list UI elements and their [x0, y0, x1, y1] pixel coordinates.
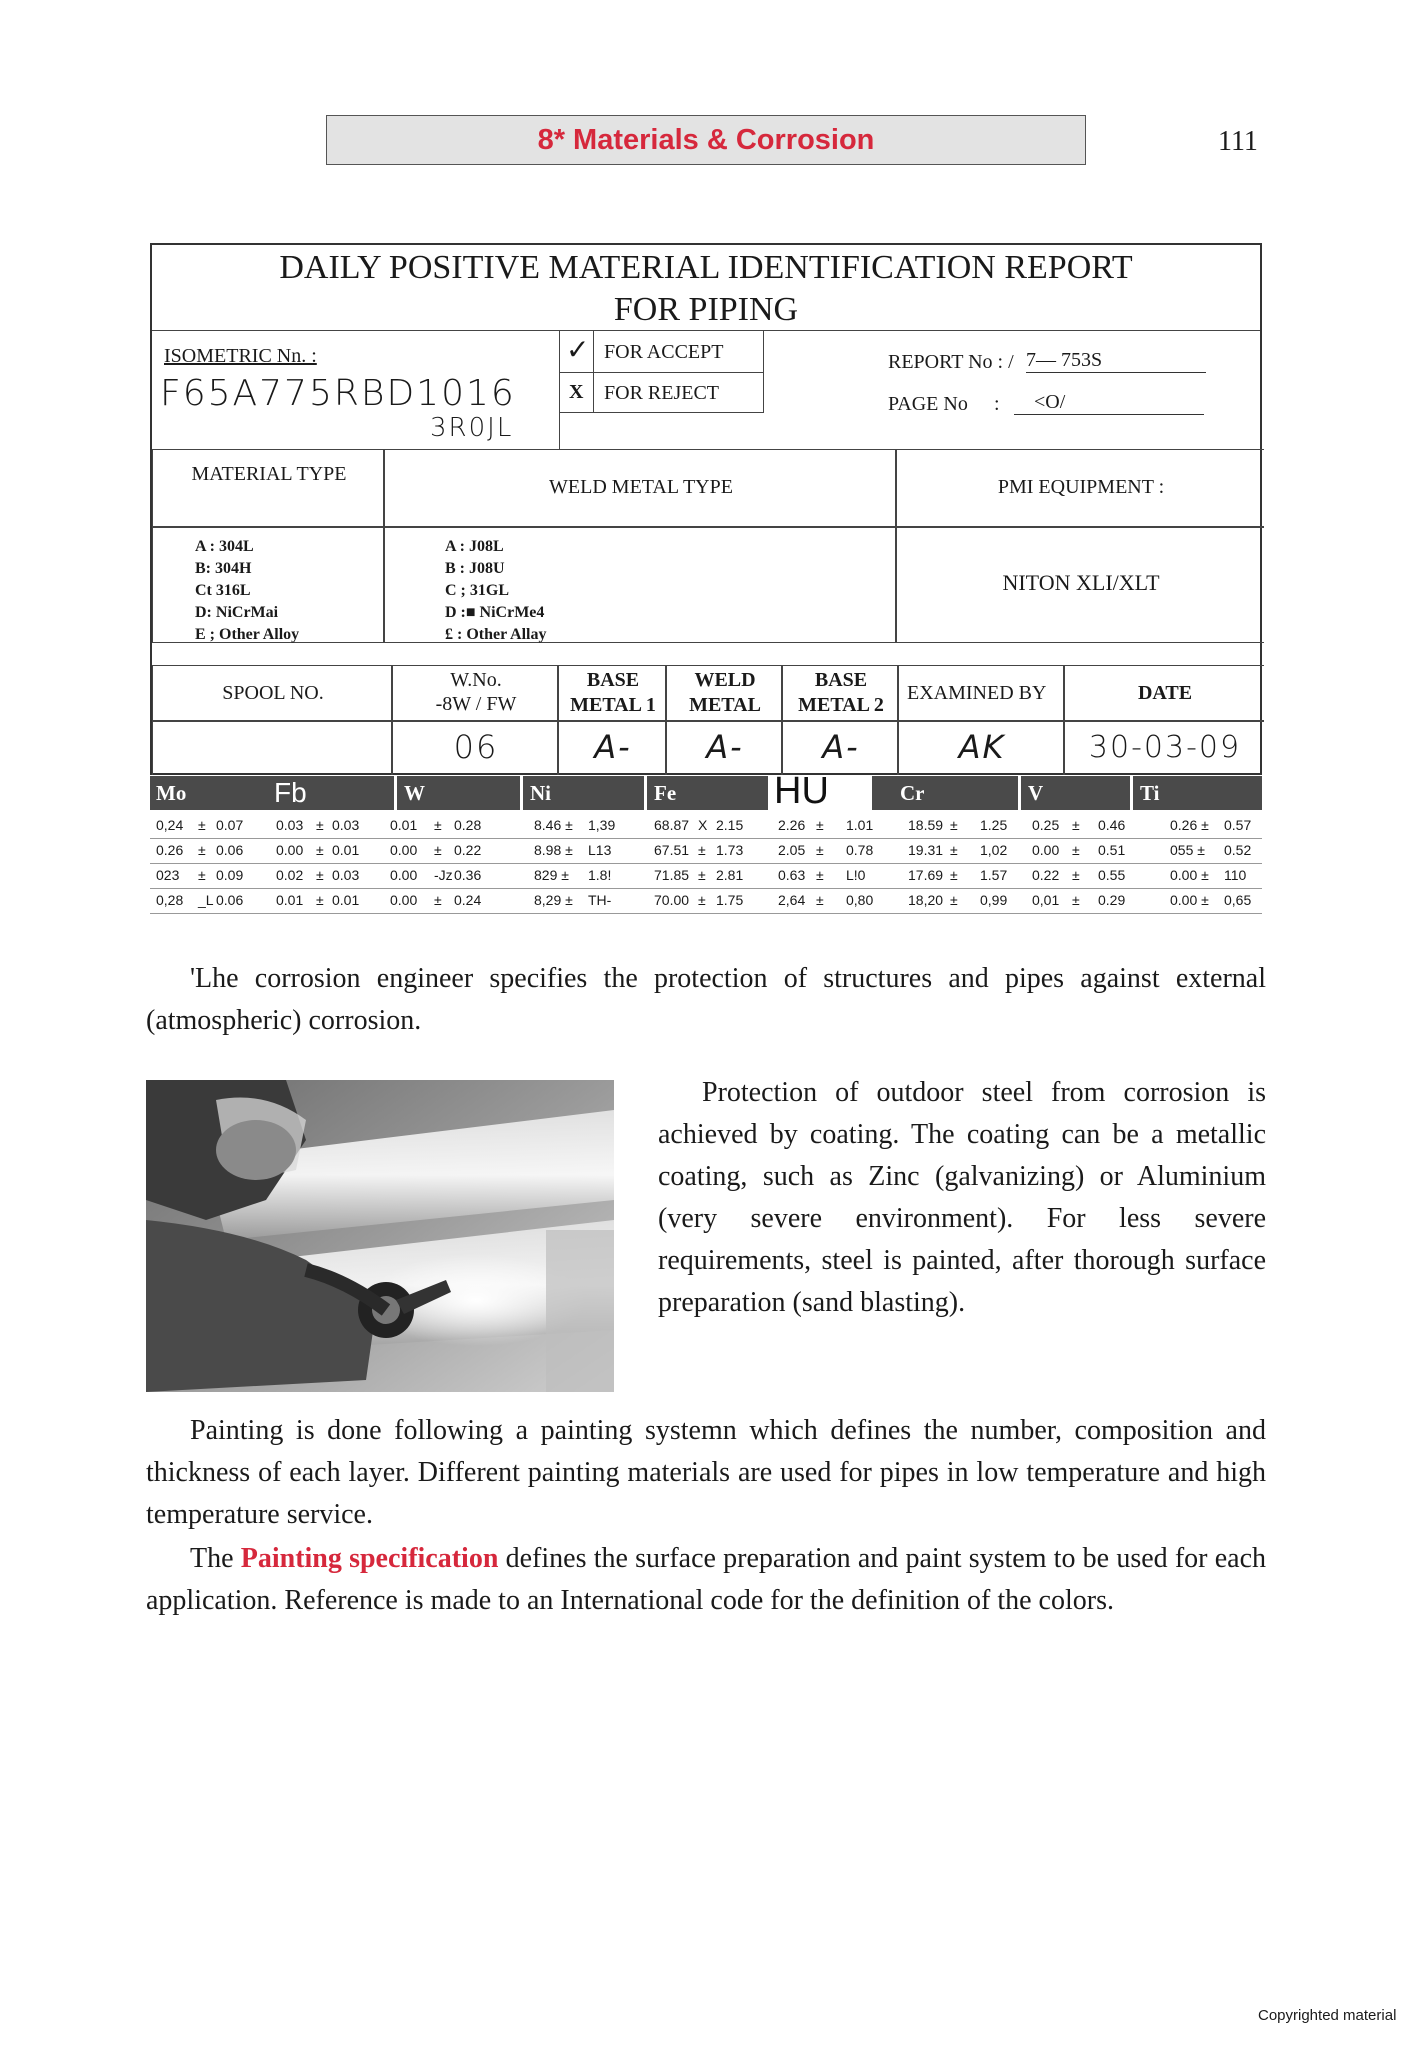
composition-value: 0.02	[276, 867, 304, 883]
spool-no-cell	[152, 721, 392, 775]
weld-metal-label-2: METAL	[689, 694, 761, 716]
material-type-item: A : 304L	[195, 538, 254, 555]
composition-value: _L	[198, 892, 214, 908]
composition-value: 67.51	[654, 842, 690, 858]
composition-value: 18.59	[908, 817, 944, 833]
element-header-bar	[150, 770, 1262, 812]
composition-value: 0,99	[980, 892, 1008, 908]
date-header	[1064, 665, 1264, 721]
composition-value: ±	[198, 817, 206, 833]
page-no-label: PAGE No	[888, 393, 968, 415]
material-type-item: Ct 316L	[195, 582, 251, 599]
composition-value: 18,20	[908, 892, 944, 908]
weld-metal-value: A-	[706, 728, 744, 766]
weld-type-item: £ : Other Allay	[445, 626, 547, 643]
composition-value: 0.07	[216, 817, 244, 833]
base-metal2-label: BASE	[814, 669, 868, 691]
element-header-fb: Fb	[274, 777, 307, 808]
composition-value: TH-	[588, 892, 612, 908]
base-metal1-label: BASE	[586, 669, 640, 691]
composition-value: 0.06	[216, 892, 244, 908]
composition-value: 829 ±	[534, 867, 569, 883]
composition-value: 0.03	[332, 867, 360, 883]
composition-value: ±	[316, 867, 324, 883]
date-value: 30-03-09	[1088, 730, 1242, 765]
paragraph-text: Protection of outdoor steel from corrosion is achieved by coating. The coating can be a metallic coating, such as Zinc (galvanizing) or Aluminium (very severe environment). For less severe requirements, steel is painted, after thorough surface preparation (sand blasting).	[658, 1077, 1266, 1318]
composition-value: 0.55	[1098, 867, 1126, 883]
report-title: DAILY POSITIVE MATERIAL IDENTIFICATION REPORT	[279, 249, 1133, 286]
base-metal2-header	[782, 665, 898, 721]
composition-value: 0.00	[1032, 842, 1060, 858]
header-separator	[644, 776, 647, 810]
element-header-w: W	[404, 781, 425, 805]
composition-row	[150, 887, 1262, 914]
element-header-ti: Ti	[1140, 781, 1160, 805]
report-subtitle: FOR PIPING	[613, 291, 799, 328]
composition-value: 0,80	[846, 892, 874, 908]
report-no-value: 7— 753S	[1026, 349, 1206, 373]
composition-value: 0.25	[1032, 817, 1060, 833]
composition-value: 0.63	[778, 867, 806, 883]
composition-value: 0.01	[332, 892, 360, 908]
paragraph-text: Painting is done following a painting systemn which defines the number, composition and thickness of each layer. Different painting materials are used for pipes in low temperature and high temperature service.	[146, 1415, 1266, 1530]
composition-value: 2.15	[716, 817, 744, 833]
composition-value: ±	[816, 892, 824, 908]
chapter-title: 8* Materials & Corrosion	[537, 123, 875, 156]
composition-value: 8.98 ±	[534, 842, 573, 858]
composition-value: 0,24	[156, 817, 184, 833]
pmi-equipment-value: NITON XLI/XLT	[1002, 570, 1160, 595]
painting-photo	[146, 1080, 614, 1392]
paragraph-coating	[658, 1072, 1266, 1324]
isometric-block	[152, 331, 560, 449]
element-composition-strip	[150, 770, 1262, 910]
composition-value: 0.00 ±	[1170, 892, 1209, 908]
composition-value: 1.73	[716, 842, 744, 858]
wno-cell	[392, 721, 558, 775]
composition-value: 1,02	[980, 842, 1008, 858]
element-header-cr: Cr	[900, 781, 925, 805]
reject-mark: X	[569, 381, 584, 403]
chapter-header	[326, 115, 1086, 165]
composition-value: 0.00 ±	[1170, 867, 1209, 883]
composition-value: ±	[1072, 867, 1080, 883]
composition-value: 0.09	[216, 867, 244, 883]
composition-value: 68.87	[654, 817, 690, 833]
accept-cell	[594, 331, 764, 373]
composition-value: 0.26 ±	[1170, 817, 1209, 833]
composition-value: 1.75	[716, 892, 744, 908]
material-type-list	[152, 527, 384, 643]
header-separator	[520, 776, 523, 810]
base-metal1-value: A-	[594, 728, 632, 766]
header-separator	[1018, 776, 1021, 810]
composition-value: ±	[434, 817, 442, 833]
base-metal2-cell	[782, 721, 898, 775]
accept-label: FOR ACCEPT	[604, 341, 724, 363]
composition-value: ±	[1072, 817, 1080, 833]
weld-type-item: A : J08L	[445, 538, 504, 555]
material-type-item: D: NiCrMai	[195, 604, 279, 621]
composition-value: 0,28	[156, 892, 184, 908]
composition-value: 0.01	[276, 892, 304, 908]
composition-value: 8,29 ±	[534, 892, 573, 908]
paragraph-painting-spec	[146, 1538, 1266, 1622]
bw-fw-label: -8W / FW	[435, 693, 517, 715]
composition-value: 0.24	[454, 892, 482, 908]
composition-value: 0.00	[390, 892, 418, 908]
weld-metal-header	[666, 665, 782, 721]
composition-row	[150, 812, 1262, 839]
composition-value: 0,65	[1224, 892, 1252, 908]
page-no-separator: :	[994, 393, 1000, 415]
weld-metal-type-label: WELD METAL TYPE	[549, 476, 733, 498]
base-metal2-label-2: METAL 2	[798, 694, 884, 716]
spool-no-header	[152, 665, 392, 721]
date-cell	[1064, 721, 1264, 775]
composition-value: 0.78	[846, 842, 874, 858]
page-no-value: <O/	[1014, 391, 1204, 415]
composition-value: 0.26	[156, 842, 184, 858]
composition-value: L13	[588, 842, 612, 858]
paragraph-intro	[146, 958, 1266, 1042]
composition-value: ±	[1072, 892, 1080, 908]
isometric-label: ISOMETRIC Nn. :	[164, 345, 317, 367]
examiner-cell	[898, 721, 1064, 775]
material-type-header	[152, 449, 384, 527]
spool-no-label: SPOOL NO.	[222, 682, 324, 704]
wno-header	[392, 665, 558, 721]
composition-value: 1.57	[980, 867, 1008, 883]
composition-value: 71.85	[654, 867, 690, 883]
composition-value: 19.31	[908, 842, 944, 858]
composition-value: ±	[950, 867, 958, 883]
examined-by-header	[898, 665, 1064, 721]
composition-value: ±	[950, 842, 958, 858]
composition-value: 0.03	[332, 817, 360, 833]
composition-value: ±	[698, 867, 706, 883]
composition-value: ±	[950, 892, 958, 908]
composition-value: ±	[316, 842, 324, 858]
composition-value: ±	[198, 867, 206, 883]
report-number-block	[764, 331, 1264, 449]
composition-value: 17.69	[908, 867, 944, 883]
composition-value: 0.22	[454, 842, 482, 858]
composition-value: ±	[698, 842, 706, 858]
paragraph-text: 'Lhe corrosion engineer specifies the protection of structures and pipes against external (atmospheric) corrosion.	[146, 963, 1266, 1036]
composition-value: 0.52	[1224, 842, 1252, 858]
composition-value: 0,01	[1032, 892, 1060, 908]
weld-type-item: B : J08U	[445, 560, 505, 577]
reject-label: FOR REJECT	[604, 382, 720, 404]
composition-value: ±	[1072, 842, 1080, 858]
reject-cell	[594, 373, 764, 413]
composition-value: ±	[950, 817, 958, 833]
pmi-equipment-label: PMI EQUIPMENT :	[997, 476, 1165, 498]
composition-value: 0.03	[276, 817, 304, 833]
weld-type-item: C ; 31GL	[445, 582, 509, 599]
composition-value: 0.36	[454, 867, 482, 883]
composition-row	[150, 837, 1262, 864]
element-header-ni: Ni	[530, 781, 551, 805]
composition-value: X	[698, 817, 708, 833]
composition-value: ±	[698, 892, 706, 908]
accept-mark-cell	[560, 331, 594, 373]
composition-value: 0.00	[390, 867, 418, 883]
report-no-label: REPORT No : /	[888, 351, 1014, 373]
composition-value: ±	[316, 892, 324, 908]
composition-value: 1.25	[980, 817, 1008, 833]
hu-label: HU	[774, 770, 829, 812]
paragraph-text	[146, 1538, 1266, 1622]
composition-value: 023	[156, 867, 180, 883]
pmi-equipment-header	[896, 449, 1264, 527]
composition-value: ±	[816, 817, 824, 833]
paragraph-painting-system	[146, 1410, 1266, 1536]
element-header-v: V	[1028, 781, 1044, 805]
weld-type-item: D :■ NiCrMe4	[445, 604, 545, 621]
composition-value: ±	[434, 842, 442, 858]
checkmark-icon: ✓	[566, 333, 590, 366]
base-metal1-cell	[558, 721, 666, 775]
weld-metal-cell	[666, 721, 782, 775]
isometric-value-2: 3R0JL	[430, 413, 514, 443]
composition-value: 1.8!	[588, 867, 612, 883]
painting-specification-term: Painting specification	[240, 1543, 499, 1574]
composition-value: 0.57	[1224, 817, 1252, 833]
spray-painting-image	[146, 1080, 614, 1392]
pmi-equipment-cell	[896, 527, 1264, 643]
element-header-mo: Mo	[156, 781, 187, 805]
header-separator	[394, 776, 397, 810]
header-gap	[768, 770, 872, 812]
isometric-value: F65A775RBD1016	[160, 373, 516, 414]
composition-value: ±	[816, 842, 824, 858]
composition-value: 0.00	[390, 842, 418, 858]
composition-value: 0.28	[454, 817, 482, 833]
composition-value: 0.01	[390, 817, 418, 833]
composition-value: 110	[1224, 867, 1247, 883]
base-metal2-value: A-	[822, 728, 860, 766]
material-type-label: MATERIAL TYPE	[191, 463, 347, 485]
text-run: The	[190, 1543, 234, 1574]
composition-value: 2.81	[716, 867, 744, 883]
page-number: 111	[1218, 126, 1258, 157]
composition-value: 70.00	[654, 892, 690, 908]
composition-value: 0.51	[1098, 842, 1126, 858]
weld-metal-type-header	[384, 449, 896, 527]
composition-value: 1,39	[588, 817, 616, 833]
composition-value: 055 ±	[1170, 842, 1205, 858]
reject-mark-cell	[560, 373, 594, 413]
composition-value: ±	[316, 817, 324, 833]
material-type-item: E ; Other Alloy	[195, 626, 300, 643]
composition-value: 0.29	[1098, 892, 1126, 908]
text-run: defines the surface preparation and paint system to be used for each application. Reference is made to an International code for the definition of the colors.	[146, 1543, 1266, 1616]
examiner-value: AK	[958, 728, 1006, 766]
composition-value: 1.01	[846, 817, 874, 833]
examined-by-label: EXAMINED BY	[907, 682, 1047, 704]
composition-value: L!0	[846, 867, 866, 883]
pmi-report-form	[150, 243, 1262, 775]
composition-value: 2,64	[778, 892, 806, 908]
composition-value: -Jz	[434, 867, 453, 883]
composition-value: 8.46 ±	[534, 817, 573, 833]
date-label: DATE	[1137, 682, 1193, 704]
wno-label: W.No.	[450, 669, 502, 691]
composition-value: ±	[198, 842, 206, 858]
report-title-block	[152, 245, 1260, 331]
base-metal1-header	[558, 665, 666, 721]
composition-value: 0.46	[1098, 817, 1126, 833]
composition-value: 0.00	[276, 842, 304, 858]
composition-value: 0.06	[216, 842, 244, 858]
base-metal1-label-2: METAL 1	[570, 694, 656, 716]
copyright-notice: Copyrighted material	[1258, 2007, 1397, 2024]
weld-metal-label: WELD	[694, 669, 756, 691]
composition-value: 2.05	[778, 842, 806, 858]
composition-value: 2.26	[778, 817, 806, 833]
composition-value: ±	[816, 867, 824, 883]
composition-value: 0.22	[1032, 867, 1060, 883]
composition-value: 0.01	[332, 842, 360, 858]
material-type-item: B: 304H	[195, 560, 252, 577]
element-header-fe: Fe	[654, 781, 677, 805]
weld-type-list	[384, 527, 896, 643]
composition-value: ±	[434, 892, 442, 908]
wno-value: 06	[453, 728, 499, 766]
header-separator	[1130, 776, 1133, 810]
composition-row	[150, 862, 1262, 889]
